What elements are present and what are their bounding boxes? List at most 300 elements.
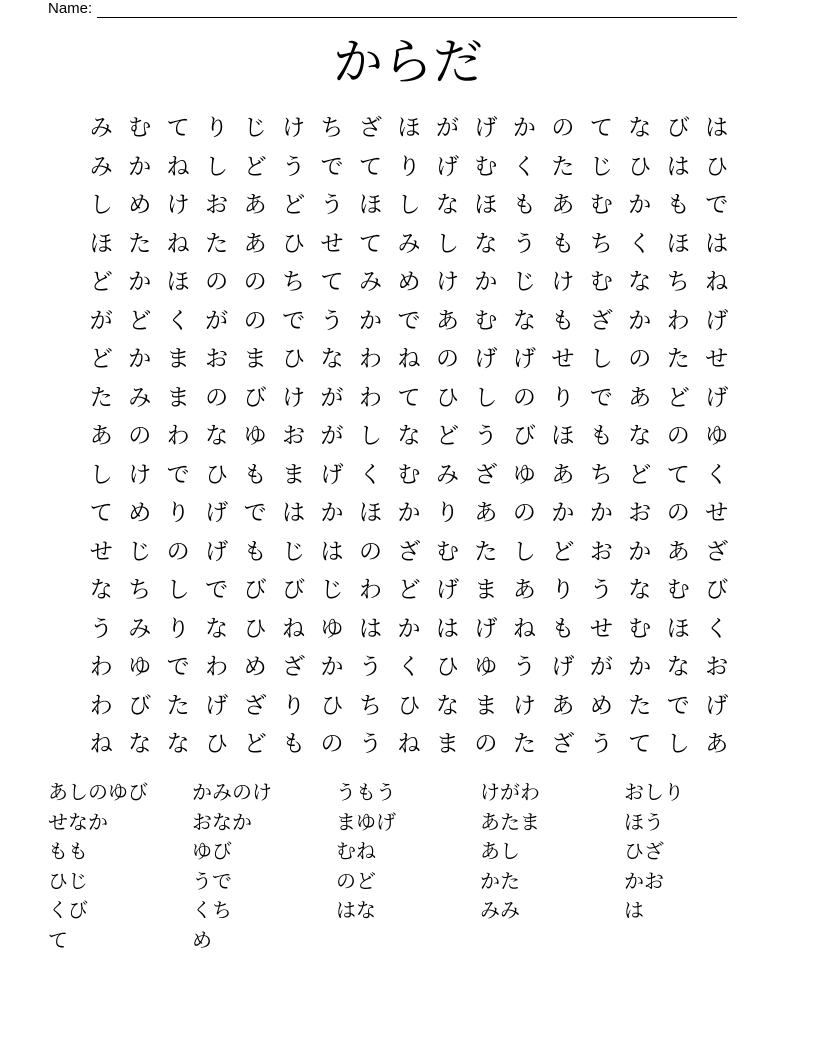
grid-letter[interactable]: が	[89, 307, 113, 334]
grid-letter[interactable]: ひ	[205, 461, 229, 488]
grid-letter[interactable]: ね	[512, 615, 536, 642]
grid-letter[interactable]: ほ	[666, 615, 690, 642]
grid-letter[interactable]: ま	[474, 577, 498, 604]
grid-letter[interactable]: な	[128, 731, 152, 758]
grid-letter[interactable]: も	[282, 731, 306, 758]
grid-letter[interactable]: く	[628, 230, 652, 257]
grid-letter[interactable]: む	[128, 115, 152, 142]
grid-letter[interactable]: ね	[166, 230, 190, 257]
grid-letter[interactable]: じ	[320, 577, 344, 604]
grid-letter[interactable]: じ	[243, 115, 267, 142]
grid-letter[interactable]: あ	[474, 500, 498, 527]
grid-letter[interactable]: う	[512, 654, 536, 681]
grid-letter[interactable]: び	[243, 384, 267, 411]
grid-letter[interactable]: ゆ	[512, 461, 536, 488]
grid-letter[interactable]: ざ	[243, 692, 267, 719]
grid-letter[interactable]: ほ	[359, 500, 383, 527]
grid-letter[interactable]: げ	[512, 346, 536, 373]
grid-letter[interactable]: か	[320, 654, 344, 681]
grid-letter[interactable]: で	[205, 577, 229, 604]
grid-letter[interactable]: ざ	[397, 538, 421, 565]
grid-letter[interactable]: め	[128, 500, 152, 527]
grid-letter[interactable]: け	[282, 384, 306, 411]
grid-letter[interactable]: わ	[205, 654, 229, 681]
grid-letter[interactable]: う	[89, 615, 113, 642]
grid-letter[interactable]: か	[512, 115, 536, 142]
grid-letter[interactable]: ま	[435, 731, 459, 758]
grid-letter[interactable]: な	[628, 115, 652, 142]
grid-letter[interactable]: う	[359, 654, 383, 681]
word-list-item: くち	[192, 898, 232, 923]
grid-letter[interactable]: か	[589, 500, 613, 527]
grid-letter[interactable]: て	[89, 500, 113, 527]
grid-letter[interactable]: て	[359, 153, 383, 180]
grid-letter[interactable]: ね	[705, 269, 729, 296]
grid-letter[interactable]: ほ	[397, 115, 421, 142]
grid-letter[interactable]: げ	[205, 500, 229, 527]
grid-letter[interactable]: ど	[243, 153, 267, 180]
grid-letter[interactable]: び	[705, 577, 729, 604]
grid-letter[interactable]: ど	[551, 538, 575, 565]
grid-letter[interactable]: げ	[705, 692, 729, 719]
grid-letter[interactable]: な	[320, 346, 344, 373]
grid-letter[interactable]: ど	[628, 461, 652, 488]
grid-letter[interactable]: お	[205, 346, 229, 373]
grid-letter[interactable]: て	[397, 384, 421, 411]
grid-letter[interactable]: く	[359, 461, 383, 488]
grid-letter[interactable]: り	[435, 500, 459, 527]
grid-letter[interactable]: は	[705, 230, 729, 257]
grid-letter[interactable]: は	[705, 115, 729, 142]
grid-letter[interactable]: ひ	[628, 153, 652, 180]
grid-letter[interactable]: も	[243, 461, 267, 488]
grid-letter[interactable]: む	[397, 461, 421, 488]
grid-letter[interactable]: で	[320, 153, 344, 180]
grid-letter[interactable]: み	[128, 384, 152, 411]
word-list-item: かお	[624, 868, 664, 893]
grid-letter[interactable]: ゆ	[128, 654, 152, 681]
grid-letter[interactable]: ね	[89, 731, 113, 758]
grid-letter[interactable]: じ	[282, 538, 306, 565]
grid-letter[interactable]: じ	[128, 538, 152, 565]
grid-letter[interactable]: ほ	[474, 192, 498, 219]
grid-letter[interactable]: け	[282, 115, 306, 142]
grid-letter[interactable]: ひ	[705, 153, 729, 180]
grid-letter[interactable]: し	[589, 346, 613, 373]
grid-letter[interactable]: の	[628, 346, 652, 373]
grid-letter[interactable]: く	[705, 615, 729, 642]
grid-letter[interactable]: ち	[320, 115, 344, 142]
grid-letter[interactable]: み	[128, 615, 152, 642]
grid-letter[interactable]: げ	[551, 654, 575, 681]
grid-letter[interactable]: か	[551, 500, 575, 527]
grid-letter[interactable]: て	[320, 269, 344, 296]
grid-letter[interactable]: な	[435, 692, 459, 719]
grid-letter[interactable]: あ	[243, 230, 267, 257]
grid-letter[interactable]: び	[512, 423, 536, 450]
word-list-item: くび	[48, 898, 88, 923]
grid-letter[interactable]: の	[359, 538, 383, 565]
grid-letter[interactable]: ひ	[397, 692, 421, 719]
grid-letter[interactable]: お	[205, 192, 229, 219]
grid-letter[interactable]: ち	[282, 269, 306, 296]
grid-letter[interactable]: く	[705, 461, 729, 488]
grid-letter[interactable]: く	[512, 153, 536, 180]
grid-letter[interactable]: ど	[89, 269, 113, 296]
grid-letter[interactable]: し	[397, 192, 421, 219]
grid-letter[interactable]: で	[166, 654, 190, 681]
grid-letter[interactable]: な	[89, 577, 113, 604]
grid-letter[interactable]: の	[551, 115, 575, 142]
word-list-item: は	[624, 898, 644, 923]
grid-letter[interactable]: ね	[397, 731, 421, 758]
grid-letter[interactable]: げ	[205, 692, 229, 719]
grid-letter[interactable]: ね	[397, 346, 421, 373]
grid-letter[interactable]: り	[551, 384, 575, 411]
grid-letter[interactable]: は	[359, 615, 383, 642]
grid-letter[interactable]: か	[320, 500, 344, 527]
grid-letter[interactable]: ゆ	[320, 615, 344, 642]
grid-row	[82, 725, 736, 764]
word-list-item: はな	[336, 898, 376, 923]
grid-letter[interactable]: も	[666, 192, 690, 219]
grid-letter[interactable]: わ	[359, 346, 383, 373]
grid-letter[interactable]: な	[166, 731, 190, 758]
grid-letter[interactable]: う	[589, 577, 613, 604]
grid-letter[interactable]: め	[397, 269, 421, 296]
grid-letter[interactable]: が	[320, 423, 344, 450]
grid-letter[interactable]: ど	[89, 346, 113, 373]
grid-letter[interactable]: は	[282, 500, 306, 527]
grid-letter[interactable]: り	[551, 577, 575, 604]
grid-letter[interactable]: ま	[474, 692, 498, 719]
grid-letter[interactable]: せ	[705, 346, 729, 373]
grid-letter[interactable]: く	[397, 654, 421, 681]
grid-letter[interactable]: ほ	[89, 230, 113, 257]
grid-letter[interactable]: う	[282, 153, 306, 180]
grid-letter[interactable]: び	[128, 692, 152, 719]
grid-letter[interactable]: か	[359, 307, 383, 334]
grid-letter[interactable]: し	[666, 731, 690, 758]
grid-letter[interactable]: た	[666, 346, 690, 373]
grid-letter[interactable]: の	[205, 384, 229, 411]
grid-letter[interactable]: ま	[166, 346, 190, 373]
grid-letter[interactable]: め	[589, 692, 613, 719]
grid-letter[interactable]: ざ	[359, 115, 383, 142]
grid-letter[interactable]: た	[89, 384, 113, 411]
grid-letter[interactable]: む	[589, 192, 613, 219]
grid-letter[interactable]: ざ	[705, 538, 729, 565]
grid-letter[interactable]: で	[166, 461, 190, 488]
grid-letter[interactable]: み	[435, 461, 459, 488]
grid-letter[interactable]: ど	[243, 731, 267, 758]
grid-letter[interactable]: の	[666, 423, 690, 450]
grid-letter[interactable]: ね	[166, 153, 190, 180]
grid-letter[interactable]: み	[89, 153, 113, 180]
grid-letter[interactable]: な	[628, 269, 652, 296]
grid-letter[interactable]: の	[435, 346, 459, 373]
grid-letter[interactable]: の	[666, 500, 690, 527]
grid-letter[interactable]: ざ	[282, 654, 306, 681]
word-list-item: て	[48, 927, 68, 952]
grid-letter[interactable]: む	[435, 538, 459, 565]
grid-letter[interactable]: ほ	[359, 192, 383, 219]
grid-letter[interactable]: ど	[282, 192, 306, 219]
grid-letter[interactable]: な	[435, 192, 459, 219]
grid-letter[interactable]: で	[705, 192, 729, 219]
grid-letter[interactable]: む	[628, 615, 652, 642]
grid-letter[interactable]: し	[359, 423, 383, 450]
grid-letter[interactable]: ひ	[435, 654, 459, 681]
grid-letter[interactable]: ゆ	[705, 423, 729, 450]
grid-letter[interactable]: で	[589, 384, 613, 411]
grid-letter[interactable]: あ	[243, 192, 267, 219]
grid-letter[interactable]: め	[243, 654, 267, 681]
grid-letter[interactable]: ざ	[551, 731, 575, 758]
grid-letter[interactable]: う	[320, 192, 344, 219]
grid-letter[interactable]: の	[512, 500, 536, 527]
grid-letter[interactable]: び	[243, 577, 267, 604]
grid-letter[interactable]: て	[589, 115, 613, 142]
grid-letter[interactable]: な	[628, 423, 652, 450]
grid-letter[interactable]: め	[128, 192, 152, 219]
grid-letter[interactable]: り	[166, 615, 190, 642]
grid-letter[interactable]: げ	[320, 461, 344, 488]
word-list	[48, 778, 788, 956]
grid-letter[interactable]: お	[628, 500, 652, 527]
grid-letter[interactable]: ひ	[205, 731, 229, 758]
grid-letter[interactable]: せ	[320, 230, 344, 257]
grid-letter[interactable]: ひ	[435, 384, 459, 411]
grid-letter[interactable]: ほ	[551, 423, 575, 450]
grid-letter[interactable]: け	[166, 192, 190, 219]
grid-row	[82, 148, 736, 187]
grid-letter[interactable]: わ	[359, 577, 383, 604]
grid-letter[interactable]: せ	[589, 615, 613, 642]
word-list-item: あしのゆび	[48, 780, 148, 804]
grid-letter[interactable]: じ	[589, 153, 613, 180]
grid-letter[interactable]: わ	[89, 654, 113, 681]
grid-letter[interactable]: あ	[551, 461, 575, 488]
grid-letter[interactable]: み	[89, 115, 113, 142]
grid-letter[interactable]: の	[243, 269, 267, 296]
grid-letter[interactable]: ち	[589, 461, 613, 488]
grid-letter[interactable]: た	[628, 692, 652, 719]
grid-letter[interactable]: ね	[282, 615, 306, 642]
grid-letter[interactable]: の	[128, 423, 152, 450]
grid-letter[interactable]: は	[666, 153, 690, 180]
grid-letter[interactable]: し	[474, 384, 498, 411]
grid-letter[interactable]: も	[512, 192, 536, 219]
grid-letter[interactable]: げ	[474, 615, 498, 642]
grid-letter[interactable]: あ	[435, 307, 459, 334]
grid-letter[interactable]: の	[474, 731, 498, 758]
grid-letter[interactable]: し	[205, 153, 229, 180]
grid-letter[interactable]: ち	[128, 577, 152, 604]
grid-letter[interactable]: う	[474, 423, 498, 450]
grid-letter[interactable]: う	[320, 307, 344, 334]
grid-letter[interactable]: し	[435, 230, 459, 257]
grid-letter[interactable]: せ	[89, 538, 113, 565]
grid-letter[interactable]: が	[320, 384, 344, 411]
grid-letter[interactable]: り	[205, 115, 229, 142]
grid-letter[interactable]: げ	[435, 153, 459, 180]
grid-letter[interactable]: か	[628, 654, 652, 681]
grid-letter[interactable]: か	[128, 346, 152, 373]
grid-letter[interactable]: げ	[705, 384, 729, 411]
grid-letter[interactable]: せ	[705, 500, 729, 527]
grid-letter[interactable]: み	[397, 230, 421, 257]
grid-letter[interactable]: し	[89, 192, 113, 219]
grid-letter[interactable]: わ	[166, 423, 190, 450]
grid-letter[interactable]: の	[320, 731, 344, 758]
grid-letter[interactable]: ど	[666, 384, 690, 411]
grid-letter[interactable]: な	[205, 615, 229, 642]
grid-letter[interactable]: が	[435, 115, 459, 142]
grid-letter[interactable]: も	[589, 423, 613, 450]
grid-letter[interactable]: ほ	[166, 269, 190, 296]
grid-letter[interactable]: な	[628, 577, 652, 604]
grid-letter[interactable]: ざ	[589, 307, 613, 334]
grid-letter[interactable]: む	[589, 269, 613, 296]
grid-letter[interactable]: わ	[666, 307, 690, 334]
grid-letter[interactable]: げ	[205, 538, 229, 565]
grid-letter[interactable]: て	[166, 115, 190, 142]
grid-letter[interactable]: ゆ	[243, 423, 267, 450]
grid-letter[interactable]: で	[397, 307, 421, 334]
grid-letter[interactable]: し	[89, 461, 113, 488]
grid-letter[interactable]: も	[243, 538, 267, 565]
grid-letter[interactable]: び	[666, 115, 690, 142]
grid-letter[interactable]: た	[166, 692, 190, 719]
grid-letter[interactable]: げ	[474, 346, 498, 373]
grid-letter[interactable]: あ	[551, 692, 575, 719]
grid-letter[interactable]: む	[666, 577, 690, 604]
grid-letter[interactable]: が	[205, 307, 229, 334]
grid-letter[interactable]: り	[166, 500, 190, 527]
grid-letter[interactable]: あ	[512, 577, 536, 604]
grid-letter[interactable]: け	[512, 692, 536, 719]
grid-letter[interactable]: う	[512, 230, 536, 257]
grid-letter[interactable]: は	[435, 615, 459, 642]
grid-letter[interactable]: ま	[282, 461, 306, 488]
grid-letter[interactable]: む	[474, 153, 498, 180]
grid-letter[interactable]: み	[359, 269, 383, 296]
grid-letter[interactable]: ま	[243, 346, 267, 373]
grid-letter[interactable]: り	[397, 153, 421, 180]
grid-letter[interactable]: ち	[666, 269, 690, 296]
grid-letter[interactable]: た	[205, 230, 229, 257]
grid-letter[interactable]: な	[512, 307, 536, 334]
grid-letter[interactable]: か	[628, 307, 652, 334]
grid-letter[interactable]: せ	[551, 346, 575, 373]
grid-letter[interactable]: た	[474, 538, 498, 565]
grid-letter[interactable]: な	[397, 423, 421, 450]
grid-letter[interactable]: も	[551, 615, 575, 642]
grid-letter[interactable]: ち	[359, 692, 383, 719]
grid-letter[interactable]: お	[282, 423, 306, 450]
grid-letter[interactable]: ひ	[282, 346, 306, 373]
grid-letter[interactable]: け	[551, 269, 575, 296]
grid-letter[interactable]: う	[359, 731, 383, 758]
grid-letter[interactable]: あ	[705, 731, 729, 758]
grid-letter[interactable]: か	[128, 269, 152, 296]
grid-letter[interactable]: わ	[359, 384, 383, 411]
grid-letter[interactable]: ざ	[474, 461, 498, 488]
grid-letter[interactable]: か	[474, 269, 498, 296]
grid-letter[interactable]: で	[666, 692, 690, 719]
grid-letter[interactable]: ま	[166, 384, 190, 411]
grid-letter[interactable]: の	[243, 307, 267, 334]
grid-letter[interactable]: か	[397, 500, 421, 527]
grid-letter[interactable]: ゆ	[474, 654, 498, 681]
grid-letter[interactable]: お	[589, 538, 613, 565]
grid-letter[interactable]: け	[128, 461, 152, 488]
grid-letter[interactable]: し	[512, 538, 536, 565]
grid-letter[interactable]: た	[128, 230, 152, 257]
word-list-item: おなか	[192, 809, 252, 834]
grid-letter[interactable]: か	[628, 538, 652, 565]
grid-letter[interactable]: む	[474, 307, 498, 334]
grid-letter[interactable]: ど	[435, 423, 459, 450]
grid-letter[interactable]: あ	[666, 538, 690, 565]
grid-letter[interactable]: げ	[435, 577, 459, 604]
grid-letter[interactable]: た	[551, 153, 575, 180]
grid-letter[interactable]: も	[551, 230, 575, 257]
grid-letter[interactable]: わ	[89, 692, 113, 719]
grid-letter[interactable]: ち	[589, 230, 613, 257]
grid-letter[interactable]: の	[205, 269, 229, 296]
grid-letter[interactable]: り	[282, 692, 306, 719]
grid-letter[interactable]: な	[205, 423, 229, 450]
grid-letter[interactable]: か	[128, 153, 152, 180]
grid-letter[interactable]: か	[628, 192, 652, 219]
grid-letter[interactable]: お	[705, 654, 729, 681]
grid-letter[interactable]: じ	[512, 269, 536, 296]
grid-letter[interactable]: び	[282, 577, 306, 604]
grid-letter[interactable]: て	[359, 230, 383, 257]
grid-letter[interactable]: が	[589, 654, 613, 681]
grid-letter[interactable]: げ	[705, 307, 729, 334]
grid-letter[interactable]: ひ	[282, 230, 306, 257]
grid-letter[interactable]: の	[512, 384, 536, 411]
grid-letter[interactable]: な	[474, 230, 498, 257]
grid-letter[interactable]: な	[666, 654, 690, 681]
grid-letter[interactable]: う	[589, 731, 613, 758]
grid-letter[interactable]: あ	[551, 192, 575, 219]
grid-letter[interactable]: で	[243, 500, 267, 527]
grid-letter[interactable]: て	[628, 731, 652, 758]
grid-letter[interactable]: は	[320, 538, 344, 565]
grid-letter[interactable]: ひ	[320, 692, 344, 719]
grid-letter[interactable]: も	[551, 307, 575, 334]
grid-letter[interactable]: あ	[89, 423, 113, 450]
grid-letter[interactable]: あ	[628, 384, 652, 411]
grid-letter[interactable]: く	[166, 307, 190, 334]
grid-letter[interactable]: の	[166, 538, 190, 565]
grid-letter[interactable]: け	[435, 269, 459, 296]
grid-letter[interactable]: た	[512, 731, 536, 758]
grid-letter[interactable]: し	[166, 577, 190, 604]
grid-letter[interactable]: ど	[397, 577, 421, 604]
grid-letter[interactable]: ひ	[243, 615, 267, 642]
grid-letter[interactable]: て	[666, 461, 690, 488]
grid-letter[interactable]: か	[397, 615, 421, 642]
grid-letter[interactable]: げ	[474, 115, 498, 142]
grid-letter[interactable]: で	[282, 307, 306, 334]
grid-letter[interactable]: ど	[128, 307, 152, 334]
grid-letter[interactable]: ほ	[666, 230, 690, 257]
